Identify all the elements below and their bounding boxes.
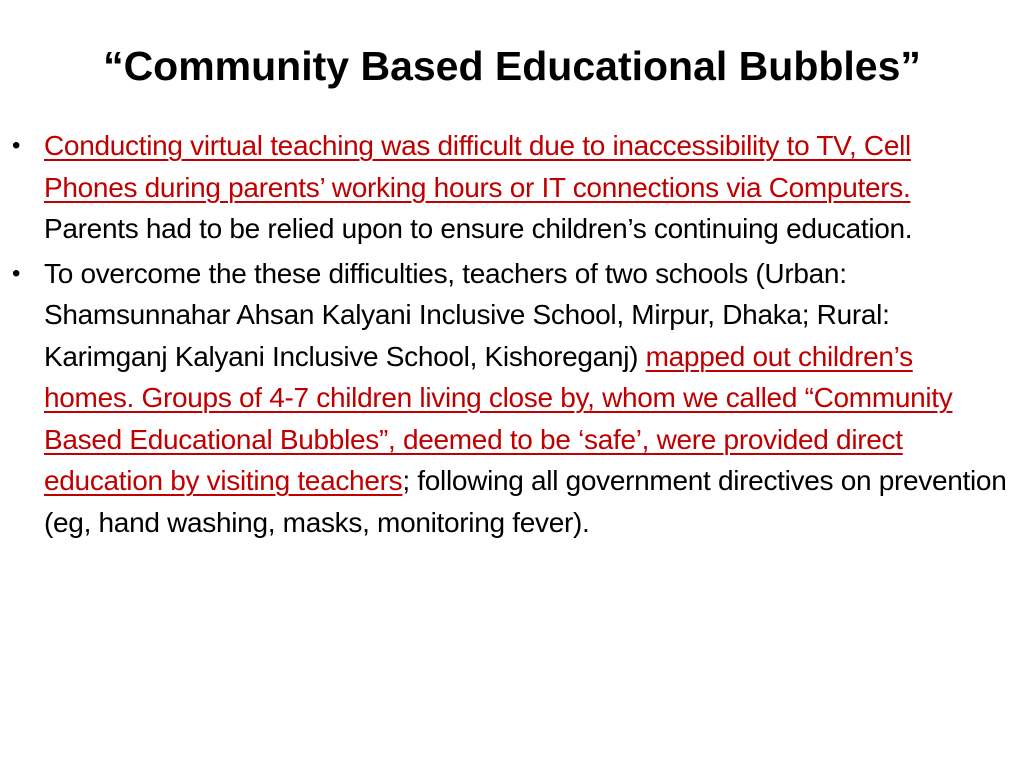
highlighted-text: mapped out children’s homes. Groups of 4-7 children living close by, whom we called “Community Based Educational Bubbles”, deemed to be ‘safe’, were provided direct education by visiting teachers: [44, 340, 953, 496]
body-text: ; following all government directives on prevention (eg, hand washing, masks, monitoring fever).: [44, 465, 1007, 538]
body-text: Parents had to be relied upon to ensure children’s continuing education.: [44, 213, 913, 244]
slide-title: “Community Based Educational Bubbles”: [103, 43, 921, 89]
body-text: To overcome the these difficulties, teachers of two schools (Urban: Shamsunnahar Ahsan Kalyani Inclusive School, Mirpur, Dhaka; Rural: Karimganj Kalyani Inclusive School, Kishoreganj): [44, 257, 890, 372]
highlighted-text: Conducting virtual teaching was difficult due to inaccessibility to TV, Cell Phones during parents’ working hours or IT connections via Computers.: [44, 130, 911, 203]
bullet-marker: •: [12, 132, 21, 159]
bullet-marker: •: [12, 259, 21, 287]
bullet-item-2: [0, 253, 1010, 544]
bullet-item-1: [0, 125, 1010, 250]
bullet-list: [0, 125, 1010, 546]
